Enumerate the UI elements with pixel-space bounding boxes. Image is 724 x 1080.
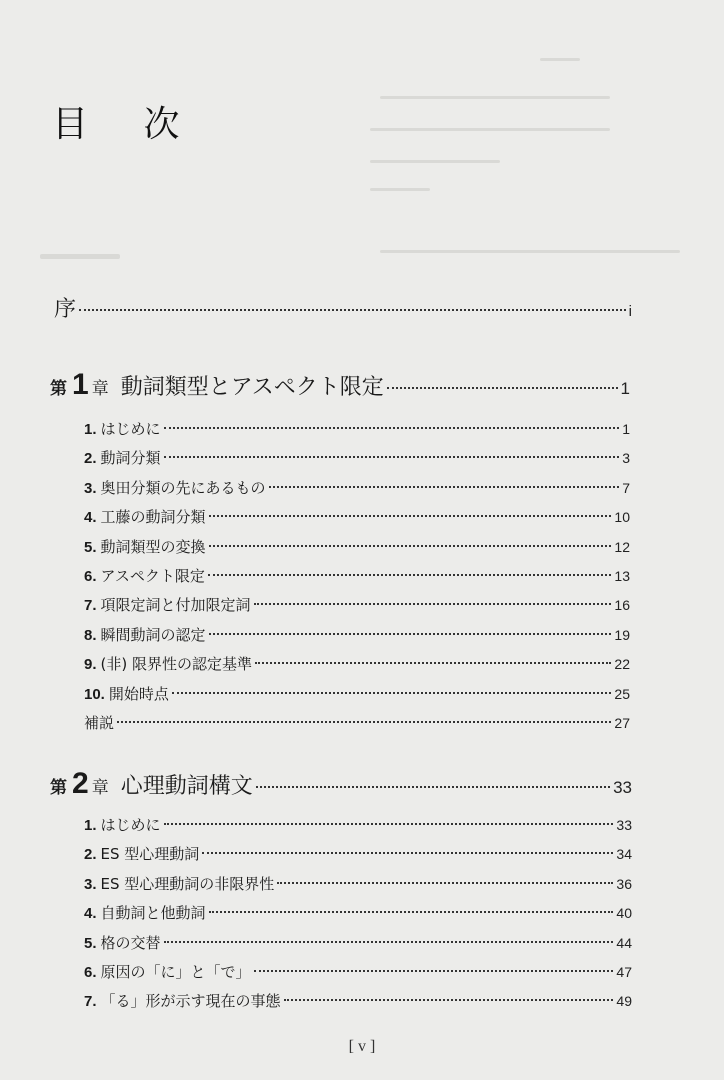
page-number: 1 — [620, 379, 630, 398]
section-title: ES 型心理動詞の非限界性 — [100, 874, 275, 893]
chapter-number: 2 — [72, 767, 89, 800]
dot-leader — [79, 309, 626, 311]
dot-leader — [254, 603, 612, 605]
chapter-title: 動詞類型とアスペクト限定 — [120, 375, 384, 400]
page-number: 3 — [622, 450, 630, 467]
section-title: 動詞類型の変換 — [100, 537, 206, 556]
page-number: 16 — [614, 597, 630, 614]
section-number: 10. — [84, 685, 105, 703]
section-title: 瞬間動詞の認定 — [100, 625, 206, 644]
dot-leader — [164, 941, 614, 943]
section-number: 5. — [84, 538, 97, 556]
page-number: 34 — [616, 846, 632, 863]
toc-section-item[interactable] — [0, 477, 724, 498]
page-number: 22 — [614, 656, 630, 673]
section-title: ES 型心理動詞 — [100, 845, 200, 864]
page-number: 33 — [616, 817, 632, 833]
section-number: 2. — [84, 450, 97, 468]
toc-section-item[interactable] — [0, 873, 724, 894]
page-number: 1 — [622, 421, 630, 437]
chapter-suffix: 章 — [91, 379, 109, 399]
section-number: 9. — [84, 656, 97, 674]
toc-chapter-1[interactable] — [0, 368, 724, 402]
section-title: (非) 限界性の認定基準 — [100, 655, 252, 674]
section-number: 1. — [84, 817, 97, 834]
toc-section-item[interactable] — [0, 624, 724, 645]
page-number: 36 — [616, 875, 632, 892]
dot-leader — [254, 970, 614, 972]
section-title: はじめに — [100, 420, 161, 438]
section-number: 6. — [84, 964, 97, 981]
section-number: 5. — [84, 934, 97, 952]
chapter-suffix: 章 — [91, 778, 109, 798]
page-number: 7 — [622, 479, 630, 496]
section-title: 項限定詞と付加限定詞 — [100, 596, 251, 615]
page-number: i — [628, 303, 632, 320]
dot-leader — [172, 692, 612, 694]
page-number: 10 — [614, 509, 630, 526]
dot-leader — [387, 387, 618, 389]
section-number: 3. — [84, 875, 97, 893]
dot-leader — [117, 721, 611, 723]
page-number: 47 — [616, 964, 632, 980]
section-title: 工藤の動詞分類 — [100, 508, 206, 527]
page-number: 49 — [616, 993, 632, 1010]
section-title: 原因の「に」と「で」 — [100, 963, 251, 981]
toc-chapter-2[interactable] — [0, 767, 724, 801]
section-number: 7. — [84, 597, 97, 615]
toc-section-item[interactable] — [0, 683, 724, 704]
toc-section-item[interactable] — [0, 902, 724, 923]
page-number: 13 — [614, 568, 630, 584]
section-title: アスペクト限定 — [100, 567, 205, 585]
dot-leader — [209, 545, 612, 547]
section-title: 自動詞と他動詞 — [100, 904, 206, 923]
toc-section-item[interactable] — [0, 594, 724, 615]
page-number: 33 — [613, 778, 632, 797]
page-number: 19 — [614, 626, 630, 643]
section-number: 2. — [84, 846, 97, 864]
section-title: 格の交替 — [100, 933, 161, 952]
toc-section-item[interactable] — [0, 447, 724, 468]
toc-section-item[interactable] — [0, 653, 724, 674]
section-number: 1. — [84, 421, 97, 438]
section-title: 補説 — [84, 714, 115, 732]
section-number: 7. — [84, 993, 97, 1011]
toc-section-item[interactable] — [0, 961, 724, 982]
dot-leader — [256, 786, 610, 788]
page-number: 12 — [614, 538, 630, 555]
dot-leader — [202, 852, 613, 854]
dot-leader — [277, 882, 613, 884]
toc-section-item[interactable] — [0, 506, 724, 527]
dot-leader — [255, 662, 611, 664]
section-number: 4. — [84, 905, 97, 923]
dot-leader — [209, 911, 614, 913]
chapter-number: 1 — [72, 368, 89, 401]
section-title: 開始時点 — [108, 684, 169, 703]
dot-leader — [284, 999, 614, 1001]
section-title: 「る」形が示す現在の事態 — [100, 992, 281, 1011]
toc-section-item[interactable] — [0, 814, 724, 835]
page-number: 25 — [614, 685, 630, 702]
toc-section-item[interactable] — [0, 712, 724, 733]
toc-section-item[interactable] — [0, 843, 724, 864]
dot-leader — [164, 456, 620, 458]
dot-leader — [208, 574, 612, 576]
dot-leader — [164, 823, 614, 825]
toc-section-item[interactable] — [0, 565, 724, 586]
preface-label: 序 — [54, 297, 77, 322]
dot-leader — [209, 515, 612, 517]
chapter-prefix: 第 — [50, 379, 67, 399]
page-number: 40 — [616, 905, 632, 922]
section-number: 6. — [84, 568, 97, 585]
toc-section-item[interactable] — [0, 536, 724, 557]
section-number: 8. — [84, 626, 97, 644]
dot-leader — [164, 427, 620, 429]
toc-section-item[interactable] — [0, 932, 724, 953]
page-footer: [ v ] — [348, 1038, 376, 1055]
section-title: 動詞分類 — [100, 449, 161, 468]
toc-section-item[interactable] — [0, 990, 724, 1011]
page-title: 目 次 — [52, 104, 202, 145]
section-number: 4. — [84, 509, 97, 527]
toc-preface[interactable] — [0, 292, 724, 323]
chapter-prefix: 第 — [50, 778, 67, 798]
section-title: はじめに — [100, 816, 161, 834]
toc-section-item[interactable] — [0, 418, 724, 439]
section-title: 奥田分類の先にあるもの — [100, 478, 266, 497]
dot-leader — [269, 486, 620, 488]
chapter-title: 心理動詞構文 — [120, 774, 253, 799]
page-number: 27 — [614, 715, 630, 731]
dot-leader — [209, 633, 612, 635]
page-number: 44 — [616, 934, 632, 951]
section-number: 3. — [84, 479, 97, 497]
